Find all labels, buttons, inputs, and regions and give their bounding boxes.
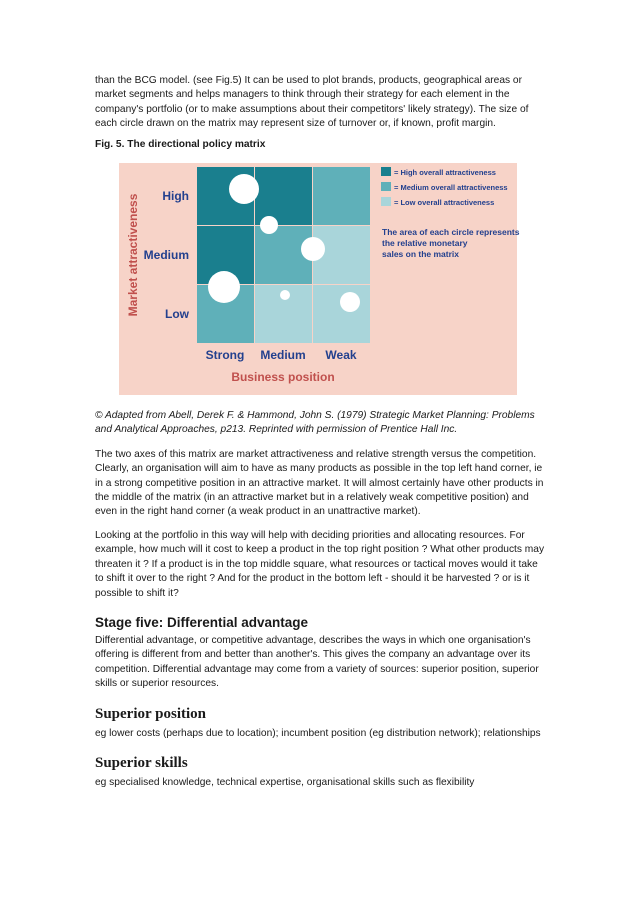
paragraph-portfolio: Looking at the portfolio in this way will help with deciding priorities and allocating resources. For example, how much will it cost to keep a product in the top right position ? What other products may threaten it ? If a product is in the top middle square, what resources or tactical moves would it take to shift it over to the right ? And for the product in the bottom left - should it be harvested ? or is it possible to shift it? [95, 529, 545, 599]
product-circle [301, 237, 325, 261]
stage-five-paragraph: Differential advantage, or competitive advantage, describes the ways in which one organisation's offering is different from and better than another's. This gives the company an advantage over its competition. Differential advantage may come from a variety of sources: superior position, superior skills or superior resources. [95, 634, 539, 690]
y-axis-label: Market attractiveness [126, 193, 140, 317]
product-circle [280, 290, 290, 300]
col-label-weak: Weak [325, 348, 357, 363]
stage-five-heading: Stage five: Differential advantage [95, 614, 309, 630]
product-circle [340, 292, 360, 312]
cell-low-weak [313, 285, 370, 343]
product-circle [229, 174, 259, 204]
row-label-high: High [162, 189, 189, 204]
superior-skills-text: eg specialised knowledge, technical expertise, organisational skills such as flexibility [95, 776, 475, 788]
legend-label-low: = Low overall attractiveness [394, 198, 495, 208]
superior-position-text: eg lower costs (perhaps due to location); incumbent position (eg distribution network); relationships [95, 727, 541, 739]
legend-swatch-low [381, 197, 391, 206]
directional-policy-matrix-figure [107, 159, 522, 399]
matrix-graphic [107, 159, 522, 399]
figure-caption: Fig. 5. The directional policy matrix [95, 138, 266, 150]
row-label-low: Low [165, 307, 189, 322]
cell-high-medium [255, 167, 312, 225]
figure-credit: © Adapted from Abell, Derek F. & Hammond, John S. (1979) Strategic Market Planning: Problems and Analytical Approaches, p213. Reprinted with permission of Prentice Hall Inc. [95, 410, 535, 436]
x-axis-label: Business position [231, 370, 335, 385]
product-circle [260, 216, 278, 234]
figure-note: The area of each circle represents the relative monetary sales on the matrix [382, 227, 520, 260]
superior-position-heading: Superior position [95, 705, 206, 722]
legend-swatch-medium [381, 182, 391, 191]
product-circle [208, 271, 240, 303]
superior-skills-heading: Superior skills [95, 754, 188, 771]
document-page [95, 74, 545, 790]
paragraph-axes: The two axes of this matrix are market attractiveness and relative strength versus the competition. Clearly, an organisation will aim to have as many products as possible in the top left hand corner, ie in a strong competitive position in an attractive market. It will almost certainly have other products in the middle of the matrix (in an attractive market but in a relatively weak competitive position) and even in the right hand corner (a weak product in an unattractive market). [95, 448, 544, 518]
legend-swatch-high [381, 167, 391, 176]
legend-label-medium: = Medium overall attractiveness [394, 183, 508, 193]
intro-paragraph: than the BCG model. (see Fig.5) It can be used to plot brands, products, geographical areas or market segments and helps managers to think through their strategy for each element in the company's portfolio (or to make assumptions about their competitors' likely strategy). The size of each circle drawn on the matrix may represent size of turnover or, if known, profit margin. [95, 75, 529, 130]
col-label-medium: Medium [260, 348, 306, 363]
col-label-strong: Strong [205, 348, 245, 363]
legend-label-high: = High overall attractiveness [394, 168, 496, 178]
cell-high-weak [313, 167, 370, 225]
row-label-medium: Medium [143, 248, 189, 263]
